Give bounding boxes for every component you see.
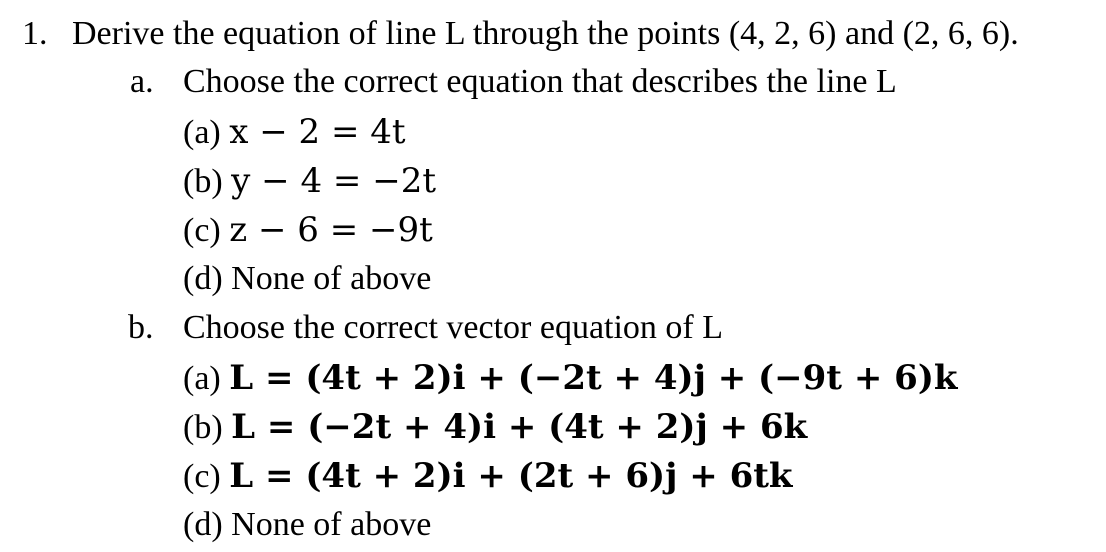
option-text: None of above [231,260,432,297]
option-label: (b) [183,163,223,200]
part-a-question: Choose the correct equation that describes the line L [183,63,897,100]
part-b-question: Choose the correct vector equation of L [183,309,724,346]
option-label: (c) [183,458,221,495]
part-a-option-b [183,161,436,202]
part-a-marker: a. [130,63,154,100]
equation-x: x − 2 = 4t [229,112,406,152]
vector-equation-a: L = (4t + 2)i + (−2t + 4)j + (−9t + 6)k [229,358,958,398]
problem-statement: Derive the equation of line L through the points (4, 2, 6) and (2, 6, 6). [72,15,1019,52]
part-b-option-d [183,505,431,545]
part-b-option-a [183,358,957,399]
part-b-option-b [183,407,807,448]
option-label: (c) [183,212,221,249]
option-label: (b) [183,409,223,446]
equation-y: y − 4 = −2t [231,161,436,201]
option-label: (a) [183,360,221,397]
part-b-marker: b. [128,309,154,346]
part-b-option-c [183,456,793,497]
vector-equation-c: L = (4t + 2)i + (2t + 6)j + 6tk [229,456,793,496]
problem-number: 1. [22,15,48,52]
option-label: (d) [183,260,223,297]
vector-equation-b: L = (−2t + 4)i + (4t + 2)j + 6k [231,407,808,447]
part-a-option-d [183,259,431,299]
part-a-option-c [183,210,433,251]
option-text: None of above [231,506,432,543]
option-label: (d) [183,506,223,543]
option-label: (a) [183,114,221,151]
equation-z: z − 6 = −9t [229,210,433,250]
part-a-option-a [183,112,406,153]
problem-line [22,14,48,54]
